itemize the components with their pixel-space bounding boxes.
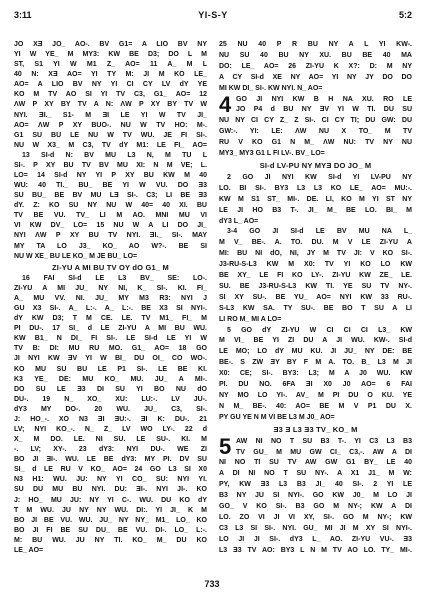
- text-line: [219, 250, 412, 258]
- line-text: PI DU-. 17 SI_ d LE ZI-YU A MI BU WU.: [14, 325, 207, 333]
- line-text: NU W X3_ M C3, TV dY M1: LE FI_ AO=: [14, 141, 207, 149]
- line-text: X_ M DO. LE. NI SU. LE SU-. KI. M: [14, 436, 207, 444]
- text-line: [14, 275, 207, 283]
- text-line: [14, 81, 207, 89]
- text-line: [219, 185, 412, 193]
- line-text: 13 SI-d N: BV MU L3 N, M TU L: [22, 151, 207, 159]
- text-line: [219, 117, 412, 125]
- line-text: JO P4 d BU NY ƎV YI W TI. DU SU: [236, 106, 412, 114]
- section-heading: ZI-YU A MI BU TV OY dO G1_ M: [52, 262, 169, 272]
- text-line: [219, 239, 412, 247]
- text-line: [219, 381, 412, 389]
- line-text: S-L3 KW SA. TY SU-. BE BO T SU A LI: [219, 304, 412, 312]
- text-line: [14, 497, 207, 505]
- line-text: K3 YE_ DE: MU KO_ MU. JU_ A MI-.: [14, 375, 207, 383]
- line-text: NYI ΛW P XY BU TV NYI. ƎI._ SI-. MAY: [14, 232, 207, 240]
- text-line: [219, 414, 412, 422]
- text-line: [219, 294, 412, 302]
- text-line: [14, 61, 207, 69]
- line-text: dY. Z: KO SU NY NU W 40= 40 XI. BU: [14, 202, 207, 210]
- line-text: PI. DU NO. 6FA ƎI X0 J0 AO= 6 FAI: [219, 381, 412, 389]
- text-line: [14, 41, 207, 49]
- text-line: [14, 486, 207, 494]
- line-text: 2 GO JI NYI KW SI-d YI LV-PU NY: [227, 173, 412, 181]
- section-heading: Ǝ3 Ǝ L3 Ǝ3 TV_ KO_ M: [273, 424, 358, 434]
- chapter-number: 5: [219, 433, 232, 459]
- text-line: [14, 71, 207, 79]
- line-text: GO_ V KO SI-. B3 GO M NY-; KW A DI: [219, 503, 412, 511]
- line-text: AO= A LIO BV NY YI CI CY LV dY YE: [14, 81, 207, 89]
- text-line: [219, 41, 412, 49]
- line-text: -. LV; XY-. 23 dY3: NYI DU-. WE ZI: [14, 446, 207, 454]
- line-text: LO JI JI SI-. dY3 L_ AO. ZI-YU VU-. Ǝ3: [219, 535, 412, 543]
- text-line: [14, 436, 207, 444]
- text-line: [14, 335, 207, 343]
- text-line: [219, 470, 412, 478]
- header-right-reference: 5:2: [398, 10, 412, 20]
- section-heading: SI-d LV-PU NY MYƎ DO JO_ M: [259, 160, 372, 170]
- line-text: DU-. 19 N_ XO_ XU: LU:-. LV JU-.: [14, 395, 207, 403]
- line-text: SU. BE J3-RU-S-L3 KW TI. YE SU TV NY-.: [219, 282, 412, 290]
- line-text: G1 SU BU LE NU W TV WU. JE FI SI-.: [14, 131, 207, 139]
- text-line: [14, 305, 207, 313]
- line-text: DO: LE_ AO= 26 ZI-YU K X?: D: M NY: [219, 62, 412, 70]
- text-line: [14, 416, 207, 424]
- line-text: NU W XE_ BU LE KO_ M JE BU_ LO=: [14, 252, 138, 260]
- text-line: [14, 232, 207, 240]
- text-line: [14, 547, 207, 555]
- line-text: 3-4 GO JI SI-d LE BV MU NA L_: [227, 228, 412, 236]
- line-text: N M_ BE-. 40: AO= BE M V P1 DU X.: [219, 402, 412, 410]
- text-line: [14, 295, 207, 303]
- line-text: WU: 40 TI._ BU_ BE YI W VU. DO Ǝ3: [14, 182, 207, 190]
- text-line: [14, 386, 207, 394]
- text-line: [219, 547, 412, 555]
- line-text: LE MO; LO dY MU KU. JI JU_ NY DE: BE: [219, 348, 412, 356]
- line-text: DO SU LE Ǝ3 DI SU YI BO NU dO: [14, 385, 207, 393]
- text-line: [14, 396, 207, 404]
- line-text: dY KW D3; T M CE. LE. TV M1_ FI_ M: [14, 315, 207, 323]
- line-text: PY GU YE N M VI BE L3 M J0_ AO=: [219, 413, 335, 421]
- text-column-left: [14, 41, 207, 555]
- running-header: [14, 9, 412, 21]
- line-text: AO= ΛW P XY BUO-. NU W TV HO: M-.: [14, 121, 207, 129]
- text-line: [219, 139, 412, 147]
- text-line: [219, 261, 412, 269]
- line-text: JO XƎ JO_ AO-. BV G1= A LIO BV NY: [14, 41, 207, 48]
- line-text: LO. ZO VI JI VI XY, SI-. GO M NY-; KW: [219, 513, 412, 521]
- text-line: [14, 466, 207, 474]
- text-line: [14, 243, 207, 251]
- text-line: [219, 536, 412, 544]
- text-line: [14, 202, 207, 210]
- line-text: N3 H1: WU. JU: NY YI CO_ SU: NYI YI.: [14, 476, 207, 484]
- line-text: ST, S1 YI W M1 Z_ AO= 11 A_ M L: [14, 61, 207, 69]
- line-text: A CY SI-d XE NY AO= YI NY JY DO DO: [219, 73, 412, 81]
- text-line: [219, 196, 412, 204]
- text-line: [14, 507, 207, 515]
- text-line: [219, 272, 412, 280]
- text-line: [14, 222, 207, 230]
- line-text: KO M TV AO SI YI TV C3, G1_ AO= 12: [14, 91, 207, 99]
- header-left-reference: 3:11: [14, 10, 32, 20]
- text-line: [14, 476, 207, 484]
- text-line: [219, 348, 412, 356]
- text-line: [219, 403, 412, 411]
- text-line: [219, 85, 412, 93]
- line-text: L3 Ǝ3 TV AO: BY3 L N M TV AO LO. TY_ MI-.: [219, 546, 412, 554]
- line-text: AW NI NO T SU B3 T-. YI C3 L3 B3: [236, 437, 412, 445]
- line-text: VI KW DV_ LO= 15 NU W A LI DO JI_: [14, 222, 207, 230]
- text-line: [14, 51, 207, 59]
- text-line: [14, 366, 207, 374]
- text-line: [14, 192, 207, 200]
- text-line: [219, 503, 412, 511]
- text-line: [14, 182, 207, 190]
- text-line: [219, 74, 412, 82]
- line-text: MI: BU NI dO, NI, JY M TV JI: V KO SI-.: [219, 250, 412, 258]
- line-text: ZI-YU A MI JU_ NY NI, K_ SI-. KI. FI_: [14, 284, 207, 292]
- text-line: [219, 63, 412, 71]
- text-line: [14, 112, 207, 120]
- line-text: 5 GO dY ZI-YU W CI CI CI L3_ KW: [227, 326, 412, 334]
- line-text: NU SU 40 BU NY XU. BU BE 40 MA: [219, 51, 412, 59]
- chapter-number: 4: [219, 91, 232, 117]
- line-text: BO JI ƎI-. WU. LE BE dY3: MY PI. DV SU: [14, 456, 207, 464]
- text-line: [14, 537, 207, 545]
- text-line: [219, 449, 412, 457]
- line-text: NYI. ƎI._ S1- M ƎI LE YI W TV JI_: [14, 111, 207, 119]
- text-line: [14, 315, 207, 323]
- text-line: [219, 525, 412, 533]
- line-text: NU NY CI CY Z_ Z SI-. CI CY TI; DU GW: DU: [219, 117, 412, 125]
- text-line: [14, 345, 207, 353]
- line-text: SI_ d LE RU V KO_ AO= 24 GO L3 SI X0: [14, 466, 207, 474]
- text-line: [14, 253, 207, 261]
- line-text: SU BU_ BE BV MU LƎ SI-. C3; LI BE Ǝ3: [14, 192, 207, 200]
- text-line: [219, 52, 412, 60]
- line-text: T M WU. JU NY NY WU. DI:. YI JI_ K M: [14, 506, 207, 514]
- line-text: LE JI HO B3 T-. JI_ M_ BE LO. BI_ M: [219, 206, 412, 214]
- text-line: [219, 106, 412, 114]
- text-line: [219, 305, 412, 313]
- text-line: [219, 492, 412, 500]
- text-line: [219, 207, 412, 215]
- text-line: [14, 101, 207, 109]
- line-text: GO JI NYI KW B H NA XU. RO LE: [236, 95, 412, 103]
- line-text: LO= 14 SI-d NY YI P XY BU KW M 40: [14, 172, 207, 180]
- text-line: [219, 459, 412, 467]
- line-text: GU X3 SI-. A_ L:-. A_ L:-. BE X3 SI NYI-.: [14, 305, 207, 313]
- line-text: MI KW DI_ SI-. KW NYI. N_ AO=: [219, 84, 323, 92]
- header-book-title: YI-S-Y: [198, 10, 228, 20]
- line-text: SU DU MU BU NYI. DU: ƎI-. NYI JI-. KO: [14, 486, 207, 494]
- line-text: BO JI BE VU. WU. JU_ NY NY_ M1_ LO_ KO: [14, 516, 207, 524]
- text-line: [219, 514, 412, 522]
- line-text: TV B: DI: MU RU MO. G1_ AO= 18 GO: [14, 345, 207, 353]
- line-text: LI RO M_ MI A LO=: [219, 315, 282, 323]
- line-text: MY3_ MY3 G1 L FI LV-. BV_ LO=: [219, 150, 325, 158]
- line-text: A_ MU VV. NI. JU_ MY M3 R3: NYI J: [14, 294, 207, 302]
- text-line: [14, 152, 207, 160]
- line-text: KW B1_ N DI_ FI SI-. LE SI-d LE YI W: [14, 335, 207, 343]
- text-line: [219, 218, 412, 226]
- line-text: LO. BI SI-. BY3 L3 L3 KO LE_ AO= MU:-.: [219, 184, 412, 192]
- line-text: A DI NI NO T SU NY-. A X1 J1_ M W:: [219, 470, 412, 478]
- text-line: [219, 359, 412, 367]
- line-text: dY3 MY DO-. 20 WU. JU_ C3, SI-.: [14, 405, 207, 413]
- line-text: X0: CE; SI-. BY3: L3; M A J0 WU. KW: [219, 370, 412, 378]
- text-line: [219, 150, 412, 158]
- line-text: J3-RU-S-L3 KW M X0: TV YI KO LO KW: [219, 261, 412, 269]
- text-line: [219, 128, 412, 136]
- text-line: [14, 446, 207, 454]
- line-text: dY3 L_ AO=: [219, 217, 259, 225]
- text-line: [14, 285, 207, 293]
- line-text: 40 N: XƎ AO= YI TY M: JI M KO LE_: [14, 71, 207, 79]
- text-line: [219, 370, 412, 378]
- text-line: [219, 283, 412, 291]
- text-line: [219, 327, 412, 335]
- line-text: LE_ AO=: [14, 546, 44, 554]
- line-text: 25 NU 40 P R BU NY A L YI KW-.: [219, 41, 412, 48]
- text-line: [14, 456, 207, 464]
- text-line: [14, 376, 207, 384]
- line-text: TV GU_ M MU GW CI_ C3,-. AW A DI: [236, 448, 412, 456]
- line-text: PY, KW Ǝ3 L3 B3 JI_ 40 SI-. 2 YI LE: [219, 481, 412, 489]
- text-line: [14, 132, 207, 140]
- text-line: [14, 426, 207, 434]
- line-text: BE-. S ZW ƎY BY F M A. TO. B_ L3 M JI: [219, 359, 412, 367]
- line-text: BO JI FI BE SU DU_ BE VU. DI-. LO_ L:-.: [14, 526, 207, 534]
- line-text: B3 NY JU SI NYI-. GO KW J0_ M LO JI: [219, 492, 412, 500]
- line-text: M VI_ BE YI ZI DU A JI WU. KW-. SI-d: [219, 337, 412, 345]
- text-line: [14, 212, 207, 220]
- line-text: SI-. P XY BU TV BV MU XI: N M VE; L.: [14, 161, 207, 169]
- line-text: LV; NYI KO_-. N_ Z_ LV WO LY-. 22 d: [14, 425, 207, 433]
- text-line: [14, 517, 207, 525]
- text-line: [14, 91, 207, 99]
- line-text: M V_ BE-. A. TO. DU. M V LE ZI-YU A: [219, 239, 412, 247]
- text-line: [14, 172, 207, 180]
- line-text: YI W YE_ M MY3: KW BE D3; DO L M: [14, 51, 207, 59]
- line-text: BE XY_ LE FI KO LY-. ZI-YU KW ZE_ LE.: [219, 272, 412, 280]
- line-text: KW M S1 ST_ MI-. DE. LI, KO M YI ST NY: [219, 195, 412, 203]
- line-text: ΛW P XY BY TV A N: ΛW P XY BY TV W: [14, 101, 207, 109]
- text-line: [14, 406, 207, 414]
- text-line: [219, 481, 412, 489]
- line-text: NI NO TI SU TV AW GW G1 BY_ LE 40: [219, 459, 412, 467]
- text-line: [219, 337, 412, 345]
- line-text: SI XY SU-. BE YU_ AO= NYI KW 33 RU-.: [219, 293, 412, 301]
- text-line: [219, 174, 412, 182]
- line-text: KO MU SU BU LE P1 SI-. LE BE KI.: [14, 365, 207, 373]
- line-text: JI NYI KW ƎV YI W BI_ DU OI_ CO WO-.: [14, 355, 207, 363]
- text-line: [219, 316, 412, 324]
- line-text: GW:-. YI: LE: ΛW NU X TO_ M TV: [219, 128, 412, 136]
- line-text: C3 L3 SI SI-. NYI. GU_ MI JI M XY SI NYI-.: [219, 524, 412, 532]
- text-line: [14, 162, 207, 170]
- line-text: TV BE VU. TV_ LI M AO. MNI MU VI: [14, 212, 207, 220]
- line-text: 16 FAI SI-d LE L3 BV_ SE: LO-.: [22, 274, 207, 282]
- text-line: [14, 122, 207, 130]
- line-text: M: BU WU. JU NY TI. KO_ M_ DU KO: [14, 536, 207, 544]
- text-line: [14, 527, 207, 535]
- line-text: J: HO_ MU JU: NY YI C-. WU. DU KO dY: [14, 496, 207, 504]
- text-line: [14, 325, 207, 333]
- text-line: [14, 142, 207, 150]
- line-text: RU V KO G1 N M_ ΛW NU: TV NY NU: [219, 139, 412, 147]
- text-line: [219, 392, 412, 400]
- text-column-right: [219, 41, 412, 555]
- text-line: [219, 228, 412, 236]
- line-text: NY MO LO YI-. AV_ M PI DU O KU. YE: [219, 392, 412, 399]
- line-text: J: HO_-. XO N3 ƎI ƎU:-. ƎI K: DU-. 21: [14, 415, 207, 423]
- line-text: MY TA LO J3_ KO_ AO W?-. BE SI: [14, 242, 207, 250]
- page-number: 733: [204, 579, 220, 589]
- text-line: [14, 355, 207, 363]
